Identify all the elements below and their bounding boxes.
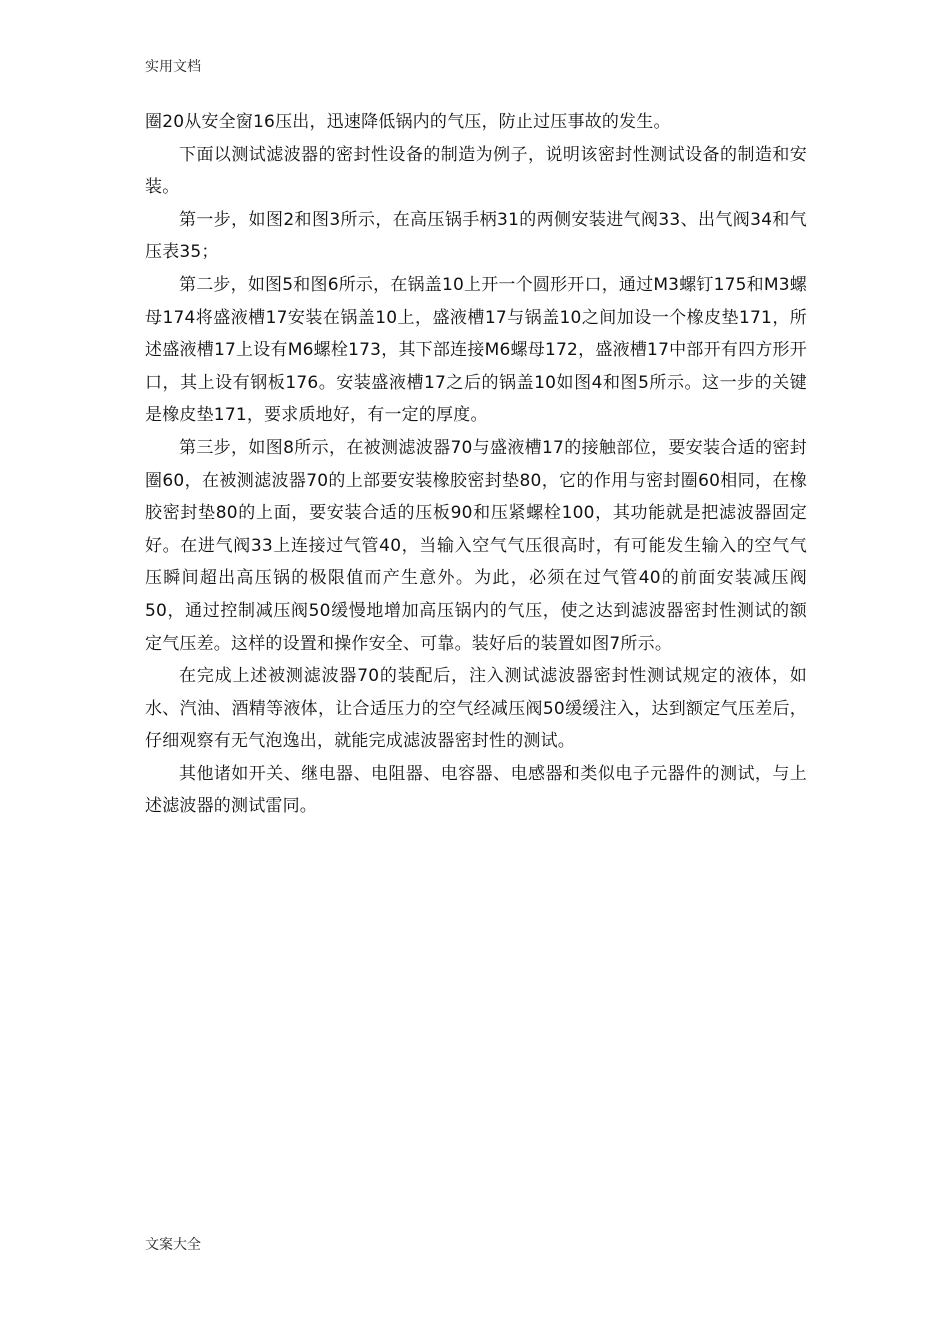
paragraph-7: 其他诸如开关、继电器、电阻器、电容器、电感器和类似电子元器件的测试，与上述滤波器的测试雷同。 <box>145 763 807 817</box>
document-body <box>145 106 807 823</box>
paragraph-3: 第一步，如图2和图3所示，在高压锅手柄31的两侧安装进气阀33、出气阀34和气压表35； <box>145 209 807 263</box>
paragraph-2: 下面以测试滤波器的密封性设备的制造为例子，说明该密封性测试设备的制造和安装。 <box>145 144 807 198</box>
paragraph-5: 第三步，如图8所示，在被测滤波器70与盛液槽17的接触部位，要安装合适的密封圈60，在被测滤波器70的上部要安装橡胶密封垫80，它的作用与密封圈60相同，在橡胶密封垫80的上面，要安装合适的压板90和压紧螺栓100，其功能就是把滤波器固定好。在进气阀33上连接过气管40，当输入空气气压很高时，有可能发生输入的空气气压瞬间超出高压锅的极限值而产生意外。为此，必须在过气管40的前面安装减压阀50，通过控制减压阀50缓慢地增加高压锅内的气压，使之达到滤波器密封性测试的额定气压差。这样的设置和操作安全、可靠。装好后的装置如图7所示。 <box>145 437 807 654</box>
paragraph-6: 在完成上述被测滤波器70的装配后，注入测试滤波器密封性测试规定的液体，如水、汽油、酒精等液体，让合适压力的空气经减压阀50缓缓注入，达到额定气压差后，仔细观察有无气泡逸出，就能完成滤波器密封性的测试。 <box>145 666 807 752</box>
page-header: 实用文档 <box>145 59 201 75</box>
paragraph-1: 圈20从安全窗16压出，迅速降低锅内的气压，防止过压事故的发生。 <box>145 112 671 132</box>
page-footer: 文案大全 <box>145 1237 201 1253</box>
paragraph-4: 第二步，如图5和图6所示，在锅盖10上开一个圆形开口，通过M3螺钉175和M3螺母174将盛液槽17安装在锅盖10上，盛液槽17与锅盖10之间加设一个橡皮垫171，所述盛液槽17上设有M6螺栓173，其下部连接M6螺母172，盛液槽17中部开有四方形开口，其上设有钢板176。安装盛液槽17之后的锅盖10如图4和图5所示。这一步的关键是橡皮垫171，要求质地好，有一定的厚度。 <box>145 274 807 426</box>
